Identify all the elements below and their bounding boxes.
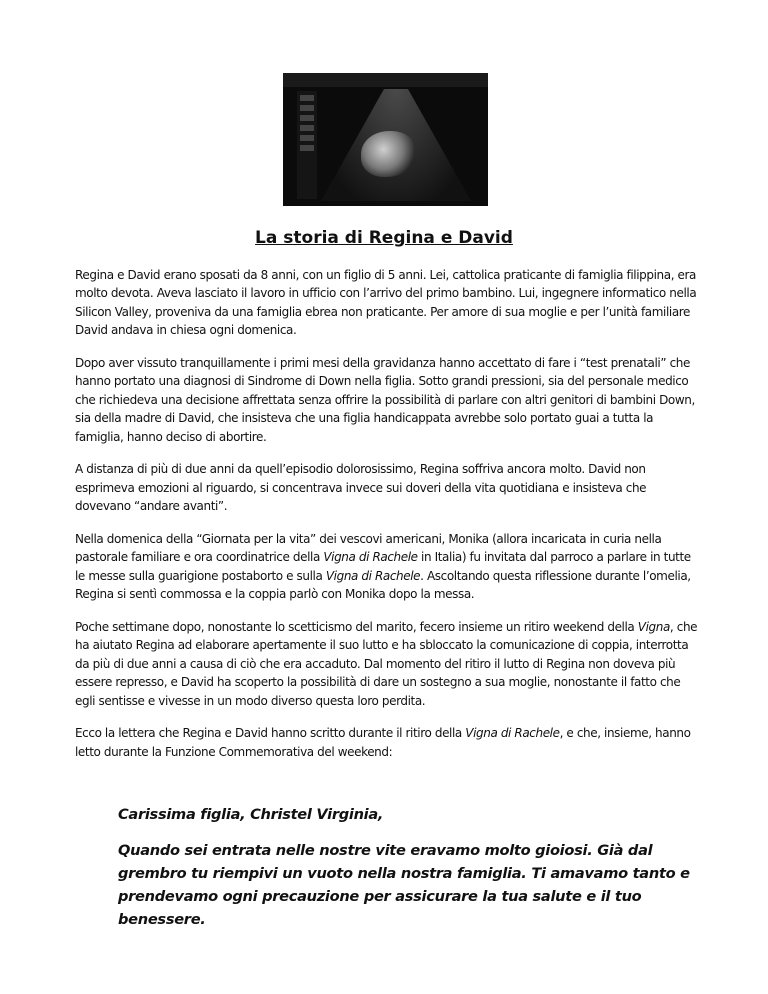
ultrasound-header-bar [283, 73, 488, 87]
text-run: . Ascoltando questa riflessione durante l’omelia, Regina si sentì commossa e la coppia parlò con Monika dopo la messa. [75, 568, 691, 602]
italic-run: Vigna di Rachele [465, 726, 560, 741]
italic-run: Vigna di Rachele [323, 550, 418, 565]
italic-run: Vigna [637, 620, 670, 635]
text-run: in Italia) fu invitata dal parroco a parlare in tutte le messe sulla guarigione postaborto e sulla [75, 550, 691, 583]
letter-text: Quando sei entrata nelle nostre vite eravamo molto gioiosi. Già dal grembro tu riempivi un vuoto nella nostra famiglia. Ti amavamo tanto e prendevamo ogni precauzione per assicurare la tua salute e il tuo benessere. [118, 842, 690, 928]
story-paragraph [75, 266, 701, 340]
story-paragraph [75, 530, 701, 604]
story-paragraph [75, 460, 701, 515]
text-run: Dopo aver vissuto tranquillamente i primi mesi della gravidanza hanno accettato di fare i “test prenatali” che hanno portato una diagnosi di Sindrome di Down nella figlia. Sotto grandi pressioni, sia del personale medico che richiedeva una decisione affrettata senza offrire la possibilità di parlare con altri genitori di bambini Down, sia della madre di David, che insisteva che una figlia handicappata avrebbe solo portato guai a tutta la famiglia, hanno deciso di abortire. [75, 356, 695, 444]
story-paragraph [75, 618, 701, 710]
text-run: Nella domenica della “Giornata per la vita” dei vescovi americani, Monika (allora incaricata in curia nella pastorale familiare e ora coordinatrice della [75, 532, 662, 565]
text-run: Poche settimane dopo, nonostante lo scetticismo del marito, fecero insieme un ritiro weekend della [75, 620, 638, 635]
text-run: , che ha aiutato Regina ad elaborare apertamente il suo lutto e ha sbloccato la comunicazione di coppia, interrotta da più di due anni a causa di ciò che era accaduto. Dal momento del ritiro il lutto di Regina non doveva più essere represso, e David ha scoperto la possibilità di dare un sostegno a sua moglie, nonostante il fatto che egli sentisse e vivesse in un modo diverso questa loro perdita. [75, 620, 698, 708]
letter-excerpt [118, 803, 704, 944]
italic-run: Vigna di Rachele [325, 568, 421, 583]
text-run: A distanza di più di due anni da quell’episodio dolorosissimo, Regina soffriva ancora molto. David non esprimeva emozioni al riguardo, si concentrava invece sui doveri della vita quotidiana e insisteva che dovevano “andare avanti”. [75, 462, 647, 514]
text-run: Ecco la lettera che Regina e David hanno scritto durante il ritiro della [75, 726, 466, 741]
ultrasound-image [283, 73, 488, 206]
ultrasound-settings-panel [297, 91, 317, 199]
story-body [75, 266, 701, 776]
letter-salutation: Carissima figlia, Christel Virginia, [118, 806, 384, 823]
story-paragraph [75, 354, 701, 446]
page-title: La storia di Regina e David [255, 228, 513, 248]
story-paragraph [75, 724, 701, 761]
text-run: Regina e David erano sposati da 8 anni, con un figlio di 5 anni. Lei, cattolica praticante di famiglia filippina, era molto devota. Aveva lasciato il lavoro in ufficio con l’arrivo del primo bambino. Lui, ingegnere informatico nella Silicon Valley, proveniva da una famiglia ebrea non praticante. Per amore di sua moglie e per l’unità familiare David andava in chiesa ogni domenica. [75, 268, 697, 338]
text-run: , e che, insieme, hanno letto durante la Funzione Commemorativa del weekend: [75, 726, 691, 759]
